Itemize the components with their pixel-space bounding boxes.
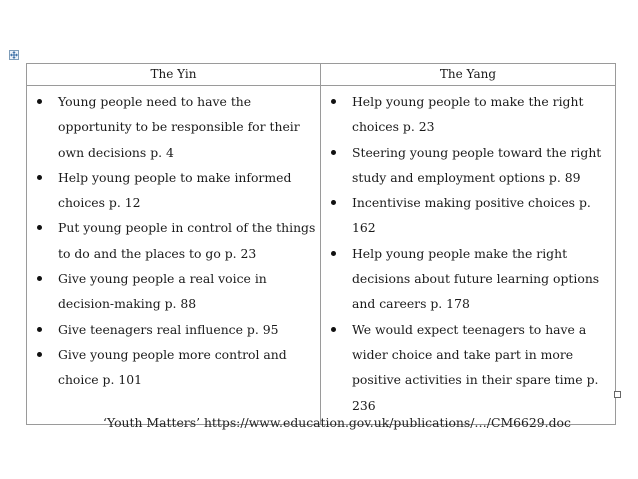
bullet-icon (331, 99, 336, 104)
list-item (31, 342, 316, 393)
yin-item-text: Give young people a real voice in decision-making p. 88 (58, 271, 267, 312)
list-item (325, 241, 611, 317)
yin-yang-table (26, 63, 616, 425)
list-item (31, 89, 316, 165)
table-move-handle-icon[interactable] (9, 50, 19, 60)
yang-item-text: Steering young people toward the right study and employment options p. 89 (352, 144, 602, 185)
yin-item-text: Help young people to make informed choices p. 12 (58, 169, 292, 211)
bullet-icon (37, 99, 42, 104)
list-item (31, 266, 316, 317)
table-resize-handle[interactable] (614, 391, 621, 398)
bullet-icon (37, 327, 42, 332)
yang-item-text: Help young people make the right decisions about future learning options and careers p. 178 (352, 245, 600, 312)
source-caption: ‘Youth Matters’ https://www.education.gov.uk/publications/…/CM6629.doc (103, 415, 571, 430)
list-item (325, 140, 611, 191)
yin-item-text: Put young people in control of the things to do and the places to go p. 23 (58, 220, 316, 261)
yin-item-text: Give young people more control and choice p. 101 (58, 346, 287, 388)
yin-header: The Yin (27, 64, 321, 86)
list-item (31, 317, 316, 342)
bullet-icon (37, 175, 42, 180)
list-item (325, 317, 611, 418)
list-item (31, 165, 316, 216)
bullet-icon (331, 150, 336, 155)
yin-list (31, 89, 316, 393)
bullet-icon (331, 251, 336, 256)
bullet-icon (37, 225, 42, 230)
bullet-icon (37, 352, 42, 357)
list-item (31, 215, 316, 266)
list-item (325, 89, 611, 140)
yin-item-text: Young people need to have the opportunity to be responsible for their own decisions p. 4 (58, 94, 300, 160)
yin-item-text: Give teenagers real influence p. 95 (58, 321, 279, 337)
yang-cell (321, 86, 616, 425)
yang-list (325, 89, 611, 418)
bullet-icon (37, 276, 42, 281)
yang-item-text: We would expect teenagers to have a wider choice and take part in more positive activities in their spare time p. 236 (352, 321, 599, 413)
bullet-icon (331, 327, 336, 332)
yang-item-text: Help young people to make the right choices p. 23 (352, 94, 584, 135)
yang-header: The Yang (321, 64, 616, 86)
list-item (325, 190, 611, 241)
yang-item-text: Incentivise making positive choices p. 162 (352, 195, 591, 236)
yin-cell (27, 86, 321, 425)
bullet-icon (331, 200, 336, 205)
